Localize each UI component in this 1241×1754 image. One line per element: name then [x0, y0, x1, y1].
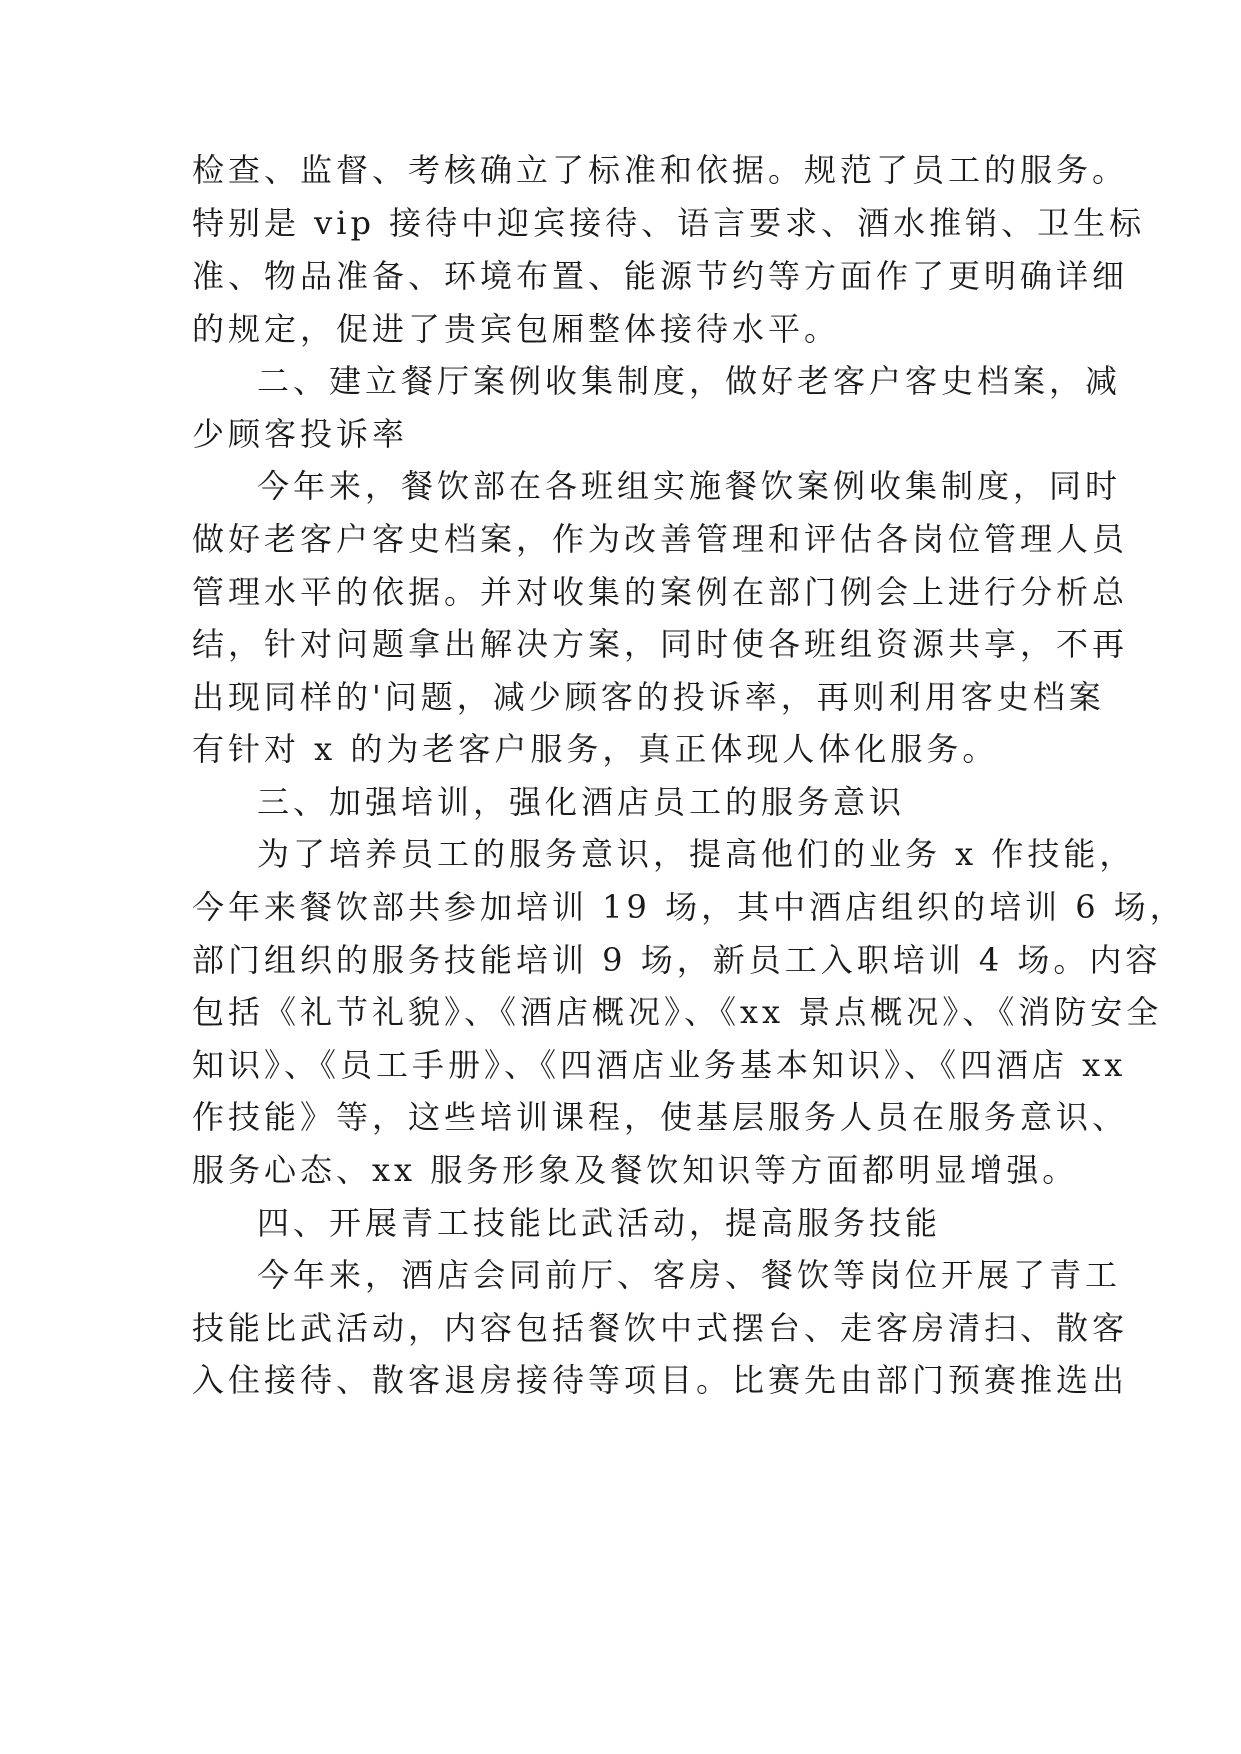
- text-line: 包括《礼节礼貌》、《酒店概况》、《xx 景点概况》、《消防安全: [192, 993, 1163, 1031]
- section-heading-2-cont: 少顾客投诉率: [192, 415, 409, 453]
- text-line: 做好老客户客史档案，作为改善管理和评估各岗位管理人员: [192, 520, 1129, 558]
- text-line: 准、物品准备、环境布置、能源节约等方面作了更明确详细: [192, 257, 1129, 295]
- text-line: 管理水平的依据。并对收集的案例在部门例会上进行分析总: [192, 573, 1129, 611]
- text-line: 知识》、《员工手册》、《四酒店业务基本知识》、《四酒店 xx: [192, 1046, 1127, 1084]
- text-line: 服务心态、xx 服务形象及餐饮知识等方面都明显增强。: [192, 1151, 1079, 1189]
- text-line: 部门组织的服务技能培训 9 场，新员工入职培训 4 场。内容: [192, 941, 1162, 979]
- section-heading-2: 二、建立餐厅案例收集制度，做好老客户客史档案，减: [257, 362, 1122, 400]
- text-line: 特别是 vip 接待中迎宾接待、语言要求、酒水推销、卫生标: [192, 204, 1146, 242]
- text-line: 今年来，餐饮部在各班组实施餐饮案例收集制度，同时: [257, 467, 1122, 505]
- section-heading-4: 四、开展青工技能比武活动，提高服务技能: [257, 1204, 942, 1242]
- text-line: 技能比武活动，内容包括餐饮中式摆台、走客房清扫、散客: [192, 1309, 1129, 1347]
- text-line: 入住接待、散客退房接待等项目。比赛先由部门预赛推选出: [192, 1361, 1129, 1399]
- text-line: 结，针对问题拿出解决方案，同时使各班组资源共享，不再: [192, 625, 1129, 663]
- text-line: 为了培养员工的服务意识，提高他们的业务 x 作技能，: [257, 835, 1136, 873]
- text-line: 的规定，促进了贵宾包厢整体接待水平。: [192, 310, 841, 348]
- section-heading-3: 三、加强培训，强化酒店员工的服务意识: [257, 783, 906, 821]
- text-line: 出现同样的'问题，减少顾客的投诉率，再则利用客史档案: [192, 678, 1105, 716]
- text-line: 检查、监督、考核确立了标准和依据。规范了员工的服务。: [192, 151, 1129, 189]
- text-line: 有针对 x 的为老客户服务，真正体现人体化服务。: [192, 730, 999, 768]
- text-line: 今年来餐饮部共参加培训 19 场，其中酒店组织的培训 6 场，: [192, 888, 1186, 926]
- text-line: 今年来，酒店会同前厅、客房、餐饮等岗位开展了青工: [257, 1256, 1122, 1294]
- text-line: 作技能》等，这些培训课程，使基层服务人员在服务意识、: [192, 1098, 1129, 1136]
